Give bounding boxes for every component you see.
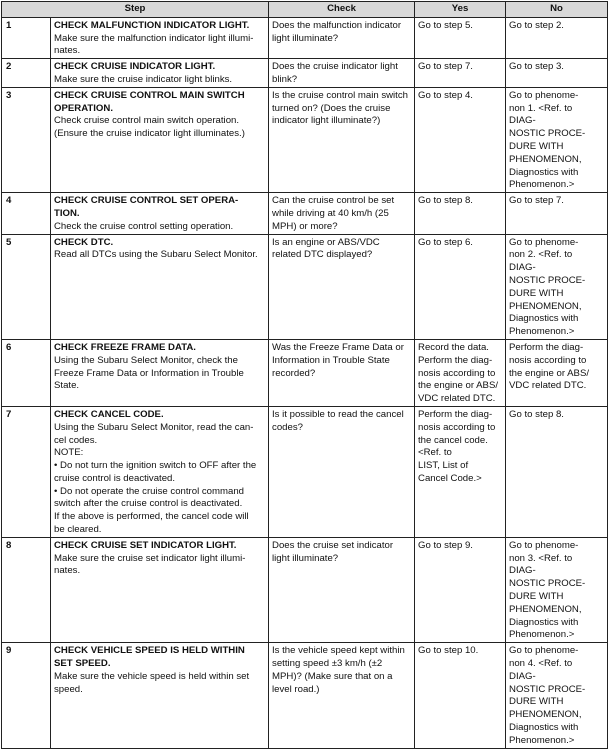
no-cell: Go to phenome- non 2. <Ref. to DIAG- NOSTIC PROCE- DURE WITH PHENOMENON, Diagnostics with Phenomenon.>	[506, 234, 608, 339]
step-body: Make sure the malfunction indicator light illumi- nates.	[54, 32, 254, 57]
no-cell: Go to step 3.	[506, 59, 608, 88]
no-cell: Perform the diag- nosis according to the engine or ABS/ VDC related DTC.	[506, 339, 608, 406]
no-cell: Go to step 8.	[506, 406, 608, 537]
step-body: Make sure the vehicle speed is held within set speed.	[54, 670, 250, 695]
table-row	[2, 643, 608, 748]
step-title: CHECK CANCEL CODE.	[54, 408, 164, 420]
step-title: CHECK FREEZE FRAME DATA.	[54, 341, 196, 353]
table-row	[2, 59, 608, 88]
step-title: CHECK CRUISE CONTROL MAIN SWITCH OPERATION.	[54, 89, 245, 114]
check-cell: Is an engine or ABS/VDC related DTC displayed?	[269, 234, 415, 339]
step-cell	[51, 643, 269, 748]
check-cell: Does the malfunction indicator light illuminate?	[269, 17, 415, 58]
step-title: CHECK VEHICLE SPEED IS HELD WITHIN SET SPEED.	[54, 645, 245, 670]
table-row	[2, 193, 608, 234]
no-cell: Go to step 2.	[506, 17, 608, 58]
table-row	[2, 339, 608, 406]
step-number: 9	[2, 643, 51, 748]
step-number: 5	[2, 234, 51, 339]
no-cell: Go to phenome- non 4. <Ref. to DIAG- NOSTIC PROCE- DURE WITH PHENOMENON, Diagnostics with Phenomenon.>	[506, 643, 608, 748]
table-row	[2, 234, 608, 339]
yes-cell: Record the data. Perform the diag- nosis according to the engine or ABS/ VDC related DTC.	[415, 339, 506, 406]
step-number: 7	[2, 406, 51, 537]
step-title: CHECK CRUISE INDICATOR LIGHT.	[54, 61, 216, 73]
step-cell	[51, 234, 269, 339]
step-cell	[51, 537, 269, 642]
check-cell: Was the Freeze Frame Data or Information in Trouble State recorded?	[269, 339, 415, 406]
table-row	[2, 406, 608, 537]
yes-cell: Go to step 9.	[415, 537, 506, 642]
step-cell	[51, 59, 269, 88]
yes-cell: Go to step 5.	[415, 17, 506, 58]
step-body: Using the Subaru Select Monitor, check the Freeze Frame Data or Information in Trouble State.	[54, 354, 244, 392]
yes-cell: Go to step 8.	[415, 193, 506, 234]
yes-cell: Go to step 6.	[415, 234, 506, 339]
yes-cell: Go to step 10.	[415, 643, 506, 748]
yes-cell: Go to step 4.	[415, 87, 506, 192]
check-cell: Is it possible to read the cancel codes?	[269, 406, 415, 537]
header-yes: Yes	[415, 2, 506, 18]
no-cell: Go to step 7.	[506, 193, 608, 234]
table-row	[2, 17, 608, 58]
step-body: Read all DTCs using the Subaru Select Monitor.	[54, 249, 258, 261]
step-body: Check cruise control main switch operation. (Ensure the cruise indicator light illuminates.)	[54, 115, 245, 140]
diagnostic-table	[1, 1, 608, 749]
step-number: 8	[2, 537, 51, 642]
step-title: CHECK DTC.	[54, 236, 114, 248]
step-body: Using the Subaru Select Monitor, read the can- cel codes. NOTE: • Do not turn the ignition switch to OFF after the cruise control is deactivated. • Do not operate the cruise control command switch after the cruise control is deactivated. If the above is performed, the cancel code will be cleared.	[54, 421, 257, 536]
step-number: 1	[2, 17, 51, 58]
check-cell: Is the cruise control main switch turned on? (Does the cruise indicator light illuminate?)	[269, 87, 415, 192]
header-check: Check	[269, 2, 415, 18]
step-title: CHECK CRUISE SET INDICATOR LIGHT.	[54, 539, 237, 551]
check-cell: Can the cruise control be set while driving at 40 km/h (25 MPH) or more?	[269, 193, 415, 234]
table-header-row	[2, 2, 608, 18]
step-title: CHECK MALFUNCTION INDICATOR LIGHT.	[54, 19, 250, 31]
step-cell	[51, 17, 269, 58]
header-step: Step	[2, 2, 269, 18]
step-cell	[51, 87, 269, 192]
step-body: Check the cruise control setting operation.	[54, 220, 234, 232]
step-number: 6	[2, 339, 51, 406]
yes-cell: Perform the diag- nosis according to the cancel code. <Ref. to LIST, List of Cancel Code.>	[415, 406, 506, 537]
table-row	[2, 537, 608, 642]
check-cell: Is the vehicle speed kept within setting speed ±3 km/h (±2 MPH)? (Make sure that on a level road.)	[269, 643, 415, 748]
step-title: CHECK CRUISE CONTROL SET OPERA- TION.	[54, 195, 239, 219]
check-cell: Does the cruise indicator light blink?	[269, 59, 415, 88]
step-body: Make sure the cruise set indicator light illumi- nates.	[54, 552, 246, 577]
step-cell	[51, 406, 269, 537]
step-body: Make sure the cruise indicator light blinks.	[54, 73, 233, 85]
yes-cell: Go to step 7.	[415, 59, 506, 88]
step-number: 2	[2, 59, 51, 88]
header-no: No	[506, 2, 608, 18]
table-row	[2, 87, 608, 192]
step-number: 4	[2, 193, 51, 234]
step-cell	[51, 193, 269, 234]
step-cell	[51, 339, 269, 406]
step-number: 3	[2, 87, 51, 192]
check-cell: Does the cruise set indicator light illuminate?	[269, 537, 415, 642]
no-cell: Go to phenome- non 1. <Ref. to DIAG- NOSTIC PROCE- DURE WITH PHENOMENON, Diagnostics with Phenomenon.>	[506, 87, 608, 192]
no-cell: Go to phenome- non 3. <Ref. to DIAG- NOSTIC PROCE- DURE WITH PHENOMENON, Diagnostics with Phenomenon.>	[506, 537, 608, 642]
